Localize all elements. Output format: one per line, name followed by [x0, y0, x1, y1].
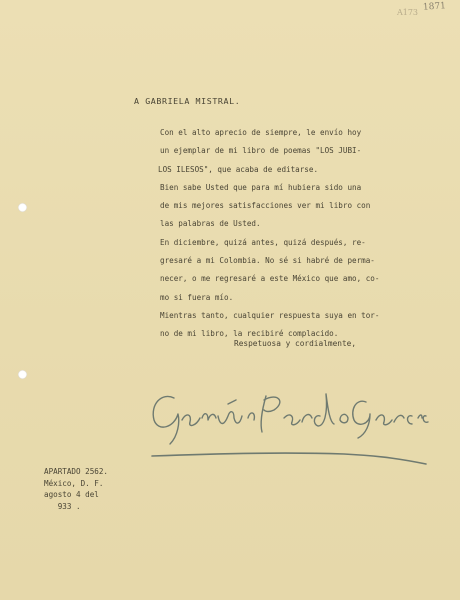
salutation: A GABRIELA MISTRAL. — [134, 96, 241, 106]
sender-address — [44, 466, 108, 512]
body-line: las palabras de Usted. — [160, 219, 261, 229]
archive-number: 1871 — [422, 1, 447, 13]
letter-body — [160, 124, 410, 344]
body-line: de mis mejores satisfacciones ver mi libro con — [160, 201, 371, 211]
body-line: necer, o me regresaré a este México que amo, co- — [160, 274, 380, 284]
closing-line: Respetuosa y cordialmente, — [234, 339, 357, 348]
pencil-annotation: A173 — [396, 8, 418, 17]
address-line: México, D. F. — [44, 478, 104, 488]
punch-hole-icon — [18, 370, 27, 379]
body-line: mo si fuera mío. — [160, 292, 234, 302]
punch-hole-icon — [18, 203, 27, 212]
body-line: LOS ILESOS", que acaba de editarse. — [158, 164, 319, 174]
address-line: agosto 4 del — [44, 490, 99, 499]
signature-label: Germán Pardo García — [144, 469, 156, 470]
body-line: Con el alto aprecio de siempre, le envío hoy — [160, 128, 362, 137]
address-line: APARTADO 2562. — [44, 467, 109, 476]
body-line: no de mi libro, la recibiré complacido. — [160, 329, 339, 339]
body-line: gresaré a mi Colombia. No sé si habré de perma- — [160, 256, 375, 266]
body-line: un ejemplar de mi libro de poemas "LOS JUBI- — [160, 146, 362, 156]
body-line: Bien sabe Usted que para mí hubiera sido una — [160, 182, 362, 192]
body-line: En diciembre, quizá antes, quizá después, re- — [160, 237, 366, 247]
handwritten-signature — [144, 370, 434, 470]
body-line: Mientras tanto, cualquier respuesta suya en tor- — [160, 310, 380, 320]
address-line: 933 . — [44, 501, 81, 511]
